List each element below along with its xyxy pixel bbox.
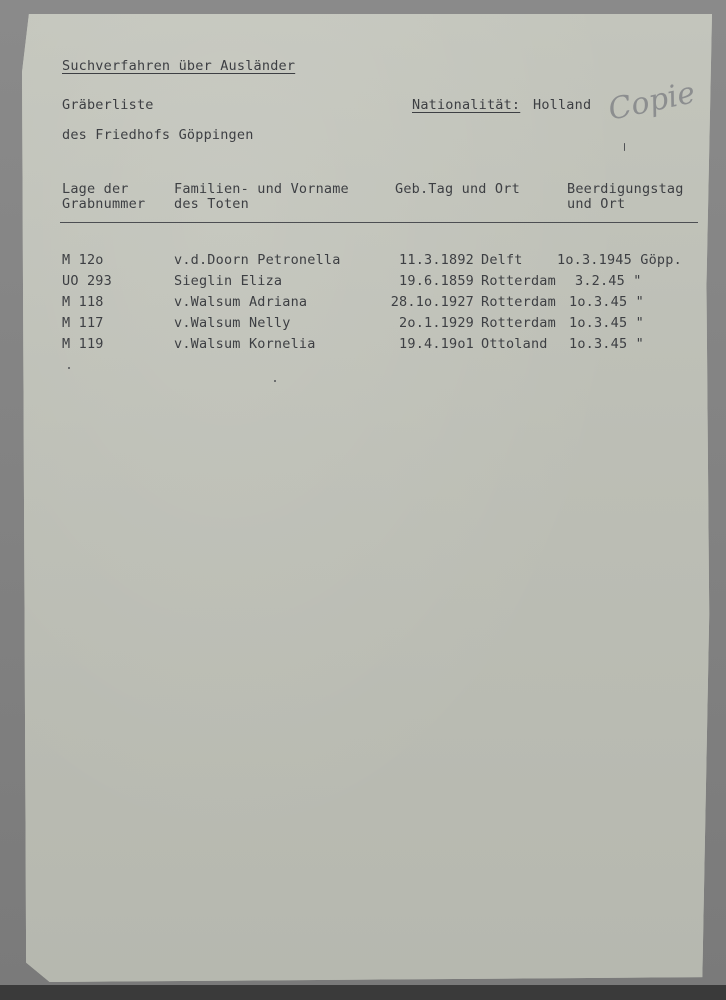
birth-date: 2o.1.1929	[399, 315, 474, 331]
ink-speck	[274, 380, 276, 382]
deceased-name: v.Walsum Adriana	[174, 294, 308, 310]
nationality-label: Nationalität:	[412, 97, 521, 113]
handwritten-note: Copie	[605, 75, 699, 128]
table-row	[0, 294, 726, 314]
list-title: Gräberliste	[62, 97, 154, 113]
deceased-name: Sieglin Eliza	[174, 273, 283, 289]
table-row	[0, 336, 726, 356]
deceased-name: v.Walsum Nelly	[174, 315, 291, 331]
birth-date: 19.6.1859	[399, 273, 474, 289]
table-row	[0, 252, 726, 272]
document-heading: Suchverfahren über Ausländer	[62, 58, 296, 74]
grave-number: M 119	[62, 336, 104, 352]
header-burial-line2: und Ort	[567, 196, 626, 212]
birth-place: Rotterdam	[481, 294, 556, 310]
nationality-value: Holland	[533, 97, 592, 113]
cemetery-name: des Friedhofs Göppingen	[62, 127, 254, 143]
birth-date: 11.3.1892	[399, 252, 474, 268]
burial-info: 1o.3.45 "	[569, 294, 644, 310]
birth-place: Ottoland	[481, 336, 548, 352]
document-page	[22, 14, 712, 982]
header-birth: Geb.Tag und Ort	[395, 181, 520, 197]
grave-number: M 118	[62, 294, 104, 310]
header-name-line2: des Toten	[174, 196, 249, 212]
grave-number: M 12o	[62, 252, 104, 268]
table-header-rule	[60, 222, 698, 223]
deceased-name: v.Walsum Kornelia	[174, 336, 316, 352]
birth-place: Rotterdam	[481, 273, 556, 289]
header-grave-line2: Grabnummer	[62, 196, 146, 212]
table-row	[0, 273, 726, 293]
grave-number: UO 293	[62, 273, 112, 289]
table-row	[0, 315, 726, 335]
header-burial-line1: Beerdigungstag	[567, 181, 684, 197]
ink-speck	[68, 367, 70, 369]
birth-place: Rotterdam	[481, 315, 556, 331]
birth-date: 28.1o.1927	[390, 294, 474, 310]
burial-info: 1o.3.45 "	[569, 336, 644, 352]
birth-date: 19.4.19o1	[399, 336, 474, 352]
scan-bottom-edge	[0, 985, 726, 1000]
header-grave-line1: Lage der	[62, 181, 129, 197]
birth-place: Delft	[481, 252, 523, 268]
deceased-name: v.d.Doorn Petronella	[174, 252, 341, 268]
burial-info: 3.2.45 "	[575, 273, 642, 289]
burial-info: 1o.3.1945 Göpp.	[557, 252, 682, 268]
header-name-line1: Familien- und Vorname	[174, 181, 349, 197]
ink-speck	[624, 143, 625, 151]
grave-number: M 117	[62, 315, 104, 331]
burial-info: 1o.3.45 "	[569, 315, 644, 331]
